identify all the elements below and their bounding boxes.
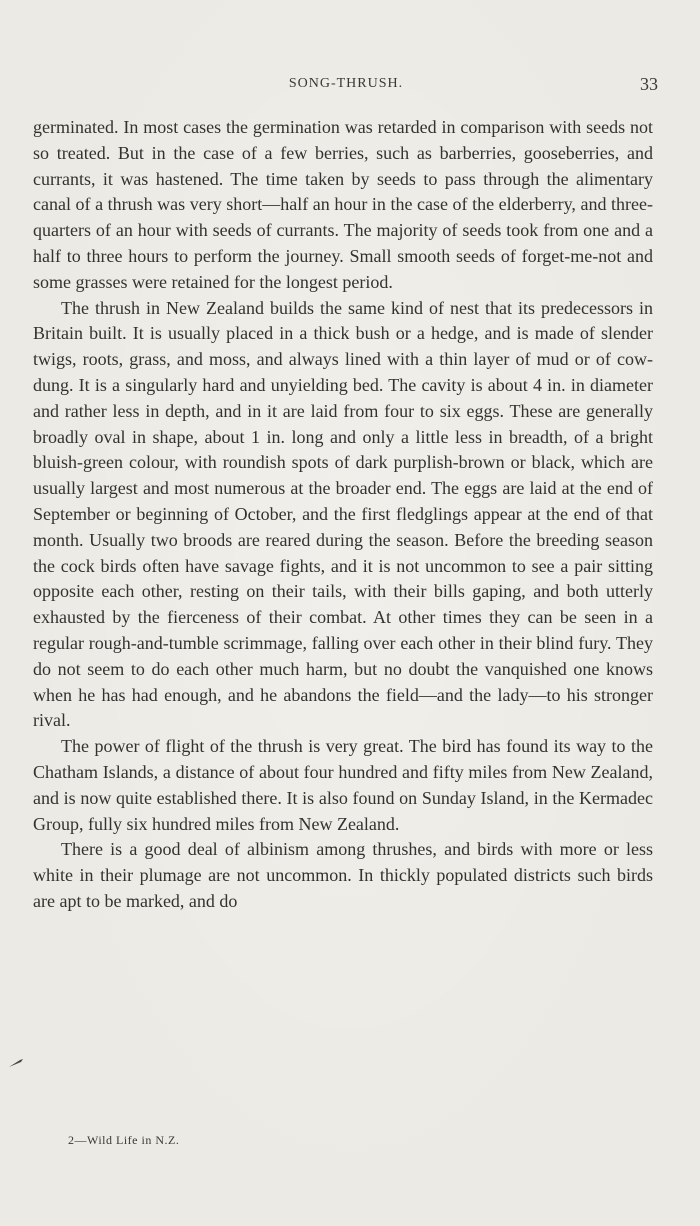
paragraph-flight: The power of flight of the thrush is very great. The bird has found its way to the Chatham Islands, a distance of about four hundred and fifty miles from New Zealand, and is now quite established there. It is also found on Sunday Island, in the Kermadec Group, fully six hundred miles from New Zealand. bbox=[33, 736, 653, 834]
paragraph-nest: The thrush in New Zealand builds the same kind of nest that its predecessors in Britain built. It is usually placed in a thick bush or a hedge, and is made of slender twigs, roots, grass, and moss, and always lined with a thin layer of mud or of cow-dung. It is a singularly hard and unyielding bed. The cavity is about 4 in. in diameter and rather less in depth, and in it are laid from four to six eggs. These are generally broadly oval in shape, about 1 in. long and only a little less in breadth, of a bright bluish-green colour, with roundish spots of dark purplish-brown or black, which are usually largest and most numerous at the broader end. The eggs are laid at the end of September or beginning of October, and the first fledglings appear at the end of that month. Usually two broods are reared during the season. Before the breeding season the cock birds often have savage fights, and it is not uncommon to see a pair sitting opposite each other, resting on their tails, with their bills gaping, and both utterly exhausted by the fierceness of their combat. At other times they can be seen in a regular rough-and-tumble scrimmage, falling over each other in their blind fury. They do not seem to do each other much harm, but no doubt the vanquished one knows when he has had enough, and he abandons the field—and the lady—to his stronger rival. bbox=[33, 297, 653, 731]
body-text bbox=[33, 115, 653, 915]
pencil-mark-icon bbox=[8, 1058, 24, 1068]
signature-mark: 2—Wild Life in N.Z. bbox=[68, 1133, 180, 1147]
running-head bbox=[34, 76, 658, 98]
paragraph-continued: germinated. In most cases the germination was retarded in comparison with seeds not so treated. But in the case of a few berries, such as barberries, gooseberries, and currants, it was hastened. The time taken by seeds to pass through the alimentary canal of a thrush was very short—half an hour in the case of the elderberry, and three-quarters of an hour with seeds of currants. The majority of seeds took from one and a half to three hours to perform the journey. Small smooth seeds of forget-me-not and some grasses were retained for the longest period. bbox=[33, 117, 653, 292]
page-title: SONG-THRUSH. bbox=[288, 76, 404, 91]
paragraph-albinism: There is a good deal of albinism among thrushes, and birds with more or less white in their plumage are not uncommon. In thickly populated districts such birds are apt to be marked, and do bbox=[33, 839, 653, 911]
page-number: 33 bbox=[640, 74, 658, 94]
